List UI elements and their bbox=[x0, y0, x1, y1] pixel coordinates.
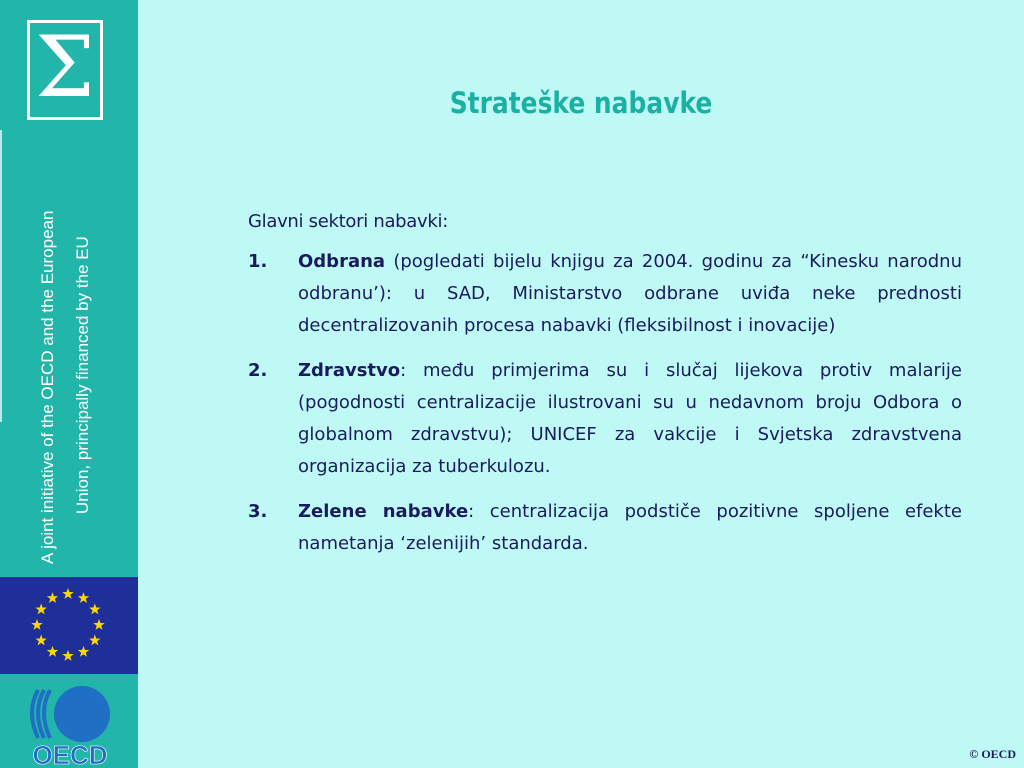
eu-star bbox=[47, 592, 58, 603]
eu-star bbox=[35, 635, 46, 646]
intro-text: Glavni sektori nabavki: bbox=[248, 211, 448, 232]
oecd-logo-icon bbox=[24, 682, 116, 768]
list-item bbox=[248, 246, 962, 342]
copyright-text: © OECD bbox=[969, 747, 1016, 761]
item-text: (pogledati bijelu knjigu za 2004. godinu za “Kinesku narodnu odbranu’): u SAD, Ministarstvo odbrane uviđa neke prednosti decentralizovanih procesa nabavki (fleksibilnost i inovacije) bbox=[298, 251, 962, 336]
eu-star bbox=[35, 604, 46, 615]
item-number: 1. bbox=[248, 251, 268, 272]
item-text: : među primjerima su i slučaj lijekova protiv malarije (pogodnosti centralizacije ilustrovani su u nedavnom broju Odbora o globalnom zdravstvu); UNICEF za vakcije i Svjetska zdravstvena organizacija za tuberkulozu. bbox=[298, 360, 962, 477]
eu-star bbox=[78, 646, 89, 657]
item-term: Odbrana bbox=[298, 251, 386, 272]
eu-flag-icon bbox=[0, 577, 138, 674]
eu-star bbox=[93, 619, 104, 630]
sidebar-divider bbox=[0, 130, 2, 422]
eu-star bbox=[78, 592, 89, 603]
eu-star bbox=[62, 650, 73, 661]
item-number: 2. bbox=[248, 360, 268, 381]
item-text: : centralizacija podstiče pozitivne spoljene efekte nametanja ‘zelenijih’ standarda. bbox=[298, 501, 962, 554]
list-item bbox=[248, 355, 962, 483]
slide-content bbox=[248, 206, 962, 573]
oecd-logo-text: OECD bbox=[32, 740, 108, 768]
item-term: Zdravstvo bbox=[298, 360, 401, 381]
eu-star bbox=[89, 635, 100, 646]
eu-stars bbox=[0, 577, 138, 674]
sidebar-tagline-line-1: A joint initiative of the OECD and the European bbox=[38, 210, 57, 564]
eu-star bbox=[62, 588, 73, 599]
slide-title: Strateške nabavke bbox=[449, 86, 713, 120]
eu-star bbox=[89, 604, 100, 615]
eu-star bbox=[47, 646, 58, 657]
sigma-symbol: Σ bbox=[35, 18, 95, 116]
list-item bbox=[248, 496, 962, 560]
eu-star bbox=[31, 619, 42, 630]
sidebar bbox=[0, 0, 138, 768]
item-number: 3. bbox=[248, 501, 268, 522]
sector-list bbox=[248, 246, 962, 560]
sigma-logo bbox=[27, 20, 103, 120]
item-term: Zelene nabavke bbox=[298, 501, 469, 522]
sidebar-tagline-line-2: Union, principally financed by the EU bbox=[73, 236, 92, 514]
